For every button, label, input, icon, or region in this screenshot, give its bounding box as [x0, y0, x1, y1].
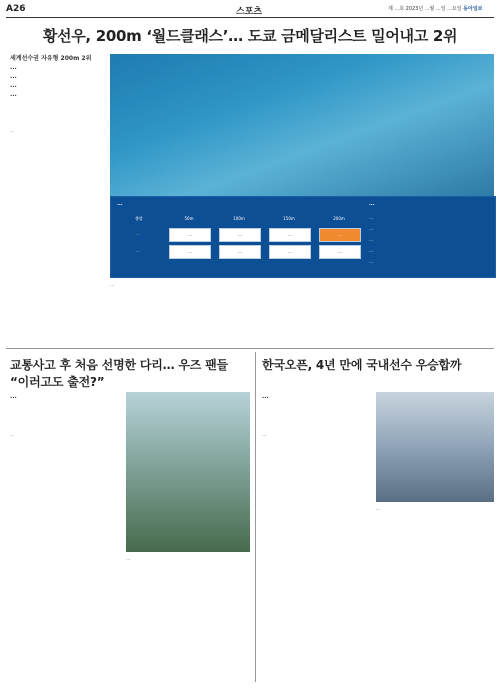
chart-time-7: ... — [269, 245, 311, 259]
record-list — [369, 213, 489, 268]
second-body: ... — [10, 433, 15, 438]
chart-start: 출발 — [135, 216, 143, 221]
chart-time-6: ... — [219, 245, 261, 259]
record-item: ... — [369, 260, 374, 265]
date-text: 2023년 ...월 ...일 ...요일 — [405, 6, 462, 12]
header-rule — [6, 17, 494, 18]
chart-label-2: ... — [136, 248, 140, 253]
chart-150m: 150m — [283, 216, 295, 221]
chart-100m: 100m — [233, 216, 245, 221]
third-headline: 한국오픈, 4년 만에 국내선수 우승합까 — [262, 358, 462, 372]
second-subhead: ... — [10, 393, 17, 400]
second-body-2: ... — [126, 557, 131, 562]
section-title: 스포츠 — [236, 7, 263, 17]
page-number: A26 — [6, 4, 26, 14]
top-subheads — [10, 54, 100, 99]
swimming-photo — [110, 54, 494, 196]
column-divider — [255, 352, 256, 682]
issue-date — [388, 5, 483, 12]
woods-photo — [126, 392, 250, 552]
top-headline: 황선우, 200m ‘월드클래스’… 도쿄 금메달리스트 밀어내고 2위 — [42, 27, 458, 45]
chart-time-2: ... — [219, 228, 261, 242]
top-body: ... — [110, 283, 115, 288]
chart-time-3: ... — [269, 228, 311, 242]
race-chart — [110, 196, 496, 278]
record-item: ... — [369, 249, 374, 254]
subhead-3: ... — [10, 73, 17, 80]
divider-1 — [6, 348, 494, 349]
third-subhead: ... — [262, 393, 269, 400]
subhead-4: ... — [10, 82, 17, 89]
second-headline: 교통사고 후 처음 선명한 다리… 우즈 팬들 “이러고도 출전?” — [10, 358, 228, 389]
subhead-2: ... — [10, 64, 17, 71]
brand-logo: 동아일보 — [463, 6, 483, 12]
subhead-5: ... — [10, 91, 17, 98]
subhead-1: 세계선수권 자유형 200m 2위 — [10, 55, 92, 62]
third-body-2: ... — [376, 507, 381, 512]
chart-50m: 50m — [184, 216, 194, 221]
golfers-photo — [376, 392, 494, 502]
record-item: ... — [369, 216, 374, 221]
chart-label-1: ... — [136, 231, 140, 236]
chart-title: ... — [117, 201, 123, 207]
third-body: ... — [262, 433, 267, 438]
chart-time-8: ... — [319, 245, 361, 259]
record-item: ... — [369, 238, 374, 243]
list-title: ... — [369, 201, 375, 207]
issue-number: 제 ...호 — [388, 6, 405, 12]
chart-200m: 200m — [333, 216, 345, 221]
chart-time-5: ... — [169, 245, 211, 259]
top-body-left: ... — [10, 129, 15, 134]
chart-time-1: ... — [169, 228, 211, 242]
record-item: ... — [369, 227, 374, 232]
chart-time-4: ... — [319, 228, 361, 242]
